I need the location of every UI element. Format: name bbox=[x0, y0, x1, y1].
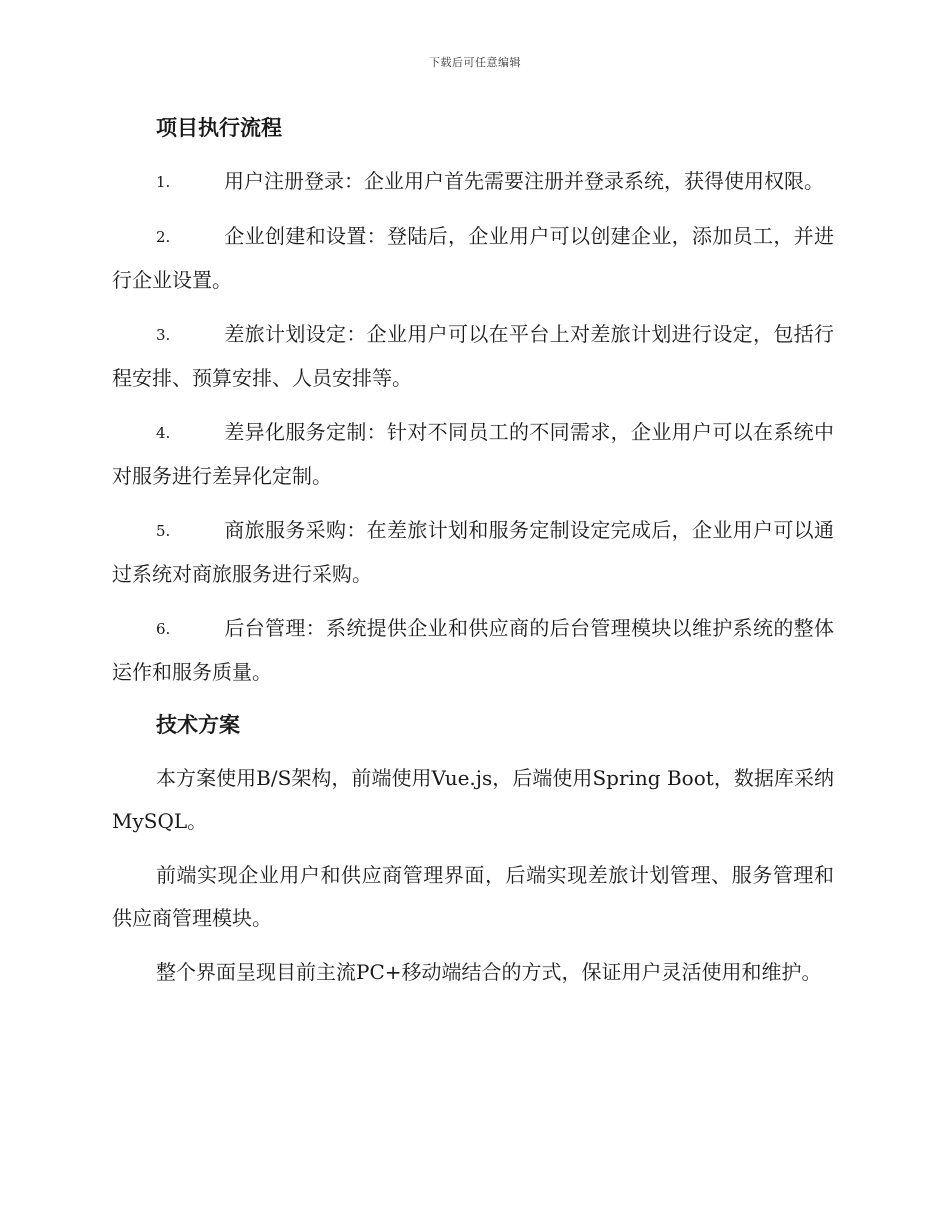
list-number: 3. bbox=[156, 326, 171, 344]
list-text: 差异化服务定制：针对不同员工的不同需求，企业用户可以在系统中对服务进行差异化定制。 bbox=[112, 420, 834, 488]
page-header: 下载后可任意编辑 bbox=[429, 56, 521, 69]
list-item bbox=[112, 313, 834, 400]
list-text: 企业创建和设置：登陆后，企业用户可以创建企业，添加员工，并进行企业设置。 bbox=[112, 224, 834, 292]
list-text: 差旅计划设定：企业用户可以在平台上对差旅计划进行设定，包括行程安排、预算安排、人员安排等。 bbox=[112, 322, 834, 390]
list-text: 商旅服务采购：在差旅计划和服务定制设定完成后，企业用户可以通过系统对商旅服务进行采购。 bbox=[112, 518, 834, 586]
list-number: 5. bbox=[156, 522, 171, 540]
section-title-process: 项目执行流程 bbox=[156, 115, 282, 140]
section-title-tech: 技术方案 bbox=[156, 712, 240, 737]
list-item bbox=[112, 607, 834, 694]
list-item bbox=[112, 215, 834, 302]
list-text: 后台管理：系统提供企业和供应商的后台管理模块以维护系统的整体运作和服务质量。 bbox=[112, 616, 834, 684]
list-item bbox=[112, 411, 834, 498]
paragraph: 整个界面呈现目前主流PC+移动端结合的方式，保证用户灵活使用和维护。 bbox=[156, 960, 822, 984]
list-number: 4. bbox=[156, 424, 171, 442]
list-item bbox=[112, 160, 834, 204]
list-number: 2. bbox=[156, 228, 171, 246]
list-number: 1. bbox=[156, 173, 171, 191]
paragraph: 前端实现企业用户和供应商管理界面，后端实现差旅计划管理、服务管理和供应商管理模块。 bbox=[112, 863, 834, 930]
list-number: 6. bbox=[156, 620, 171, 638]
list-item bbox=[112, 509, 834, 596]
document-body bbox=[112, 108, 834, 1005]
list-text: 用户注册登录：企业用户首先需要注册并登录系统，获得使用权限。 bbox=[224, 169, 824, 193]
paragraph: 本方案使用B/S架构，前端使用Vue.js，后端使用Spring Boot，数据库采纳MySQL。 bbox=[112, 766, 834, 833]
